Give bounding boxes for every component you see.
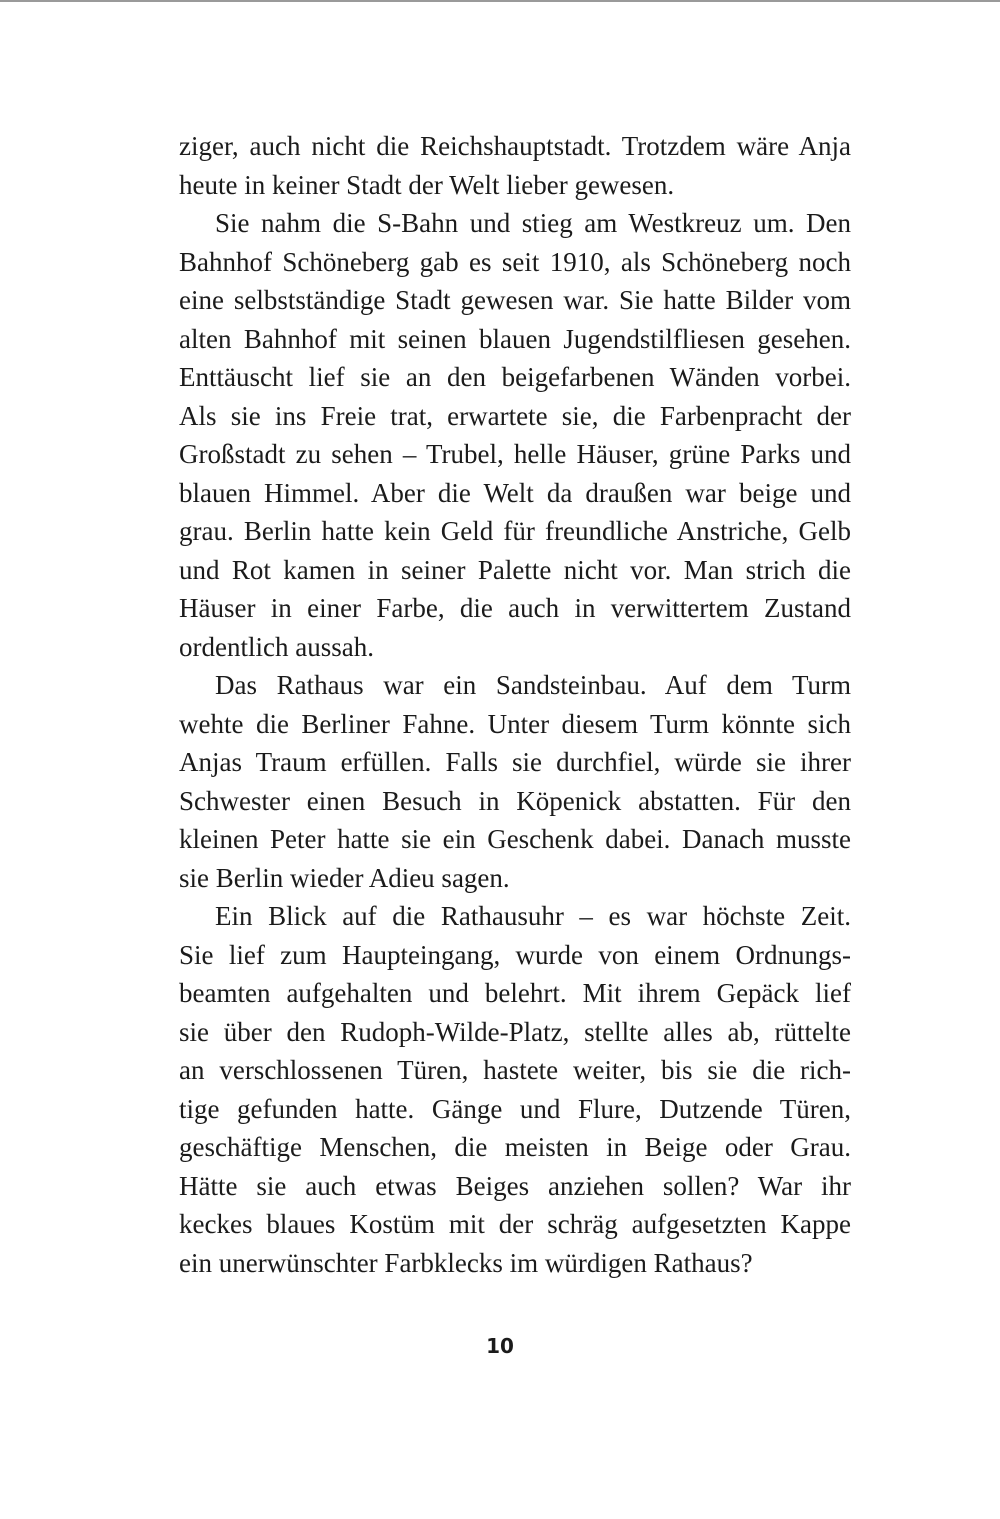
text-line: geschäftige Menschen, die meisten in Beige oder Grau. bbox=[179, 1132, 851, 1162]
text-line: blauen Himmel. Aber die Welt da draußen war beige und bbox=[179, 477, 851, 508]
top-border-rule bbox=[0, 0, 1000, 2]
text-line: beamten aufgehalten und belehrt. Mit ihrem Gepäck lief bbox=[179, 978, 851, 1008]
text-line: Sie nahm die S-Bahn und stieg am Westkreuz um. Den bbox=[215, 208, 851, 238]
text-line: Das Rathaus war ein Sandsteinbau. Auf dem Turm bbox=[215, 670, 851, 700]
text-line: Enttäuscht lief sie an den beigefarbenen Wänden vorbei. bbox=[179, 362, 851, 392]
text-line: ziger, auch nicht die Reichshauptstadt. Trotzdem wäre Anja bbox=[179, 131, 851, 161]
text-line: Als sie ins Freie trat, erwartete sie, die Farbenpracht der bbox=[179, 400, 851, 431]
text-line: tige gefunden hatte. Gänge und Flure, Dutzende Türen, bbox=[179, 1093, 851, 1124]
text-line: sie über den Rudoph-Wilde-Platz, stellte alles ab, rüttelte bbox=[179, 1016, 851, 1047]
text-line: Großstadt zu sehen – Trubel, helle Häuser, grüne Parks und bbox=[179, 439, 851, 469]
text-line: Bahnhof Schöneberg gab es seit 1910, als Schöneberg noch bbox=[179, 246, 851, 277]
text-line: alten Bahnhof mit seinen blauen Jugendstilfliesen gesehen. bbox=[179, 323, 851, 354]
text-line: Ein Blick auf die Rathausuhr – es war höchste Zeit. bbox=[215, 901, 851, 931]
text-line: eine selbstständige Stadt gewesen war. Sie hatte Bilder vom bbox=[179, 285, 851, 315]
text-line: kleinen Peter hatte sie ein Geschenk dabei. Danach musste bbox=[179, 824, 851, 854]
text-line: wehte die Berliner Fahne. Unter diesem Turm könnte sich bbox=[179, 708, 851, 739]
text-line: Anjas Traum erfüllen. Falls sie durchfiel, würde sie ihrer bbox=[179, 747, 851, 777]
text-line: Sie lief zum Haupteingang, wurde von einem Ordnungs- bbox=[179, 939, 851, 970]
text-line: ein unerwünschter Farbklecks im würdigen Rathaus? bbox=[179, 1247, 753, 1278]
text-line: grau. Berlin hatte kein Geld für freundliche Anstriche, Gelb bbox=[179, 516, 851, 546]
page-number: 10 bbox=[486, 1334, 514, 1358]
text-line: Hätte sie auch etwas Beiges anziehen sollen? War ihr bbox=[179, 1170, 851, 1201]
text-line: ordentlich aussah. bbox=[179, 631, 374, 662]
text-line: sie Berlin wieder Adieu sagen. bbox=[179, 862, 510, 893]
text-line: an verschlossenen Türen, hastete weiter, bis sie die rich- bbox=[179, 1055, 851, 1085]
text-line: keckes blaues Kostüm mit der schräg aufgesetzten Kappe bbox=[179, 1209, 851, 1239]
book-page-text bbox=[179, 127, 851, 1282]
text-line: Schwester einen Besuch in Köpenick abstatten. Für den bbox=[179, 785, 851, 816]
text-line: heute in keiner Stadt der Welt lieber gewesen. bbox=[179, 169, 675, 200]
text-line: und Rot kamen in seiner Palette nicht vor. Man strich die bbox=[179, 554, 851, 585]
text-line: Häuser in einer Farbe, die auch in verwittertem Zustand bbox=[179, 593, 851, 623]
